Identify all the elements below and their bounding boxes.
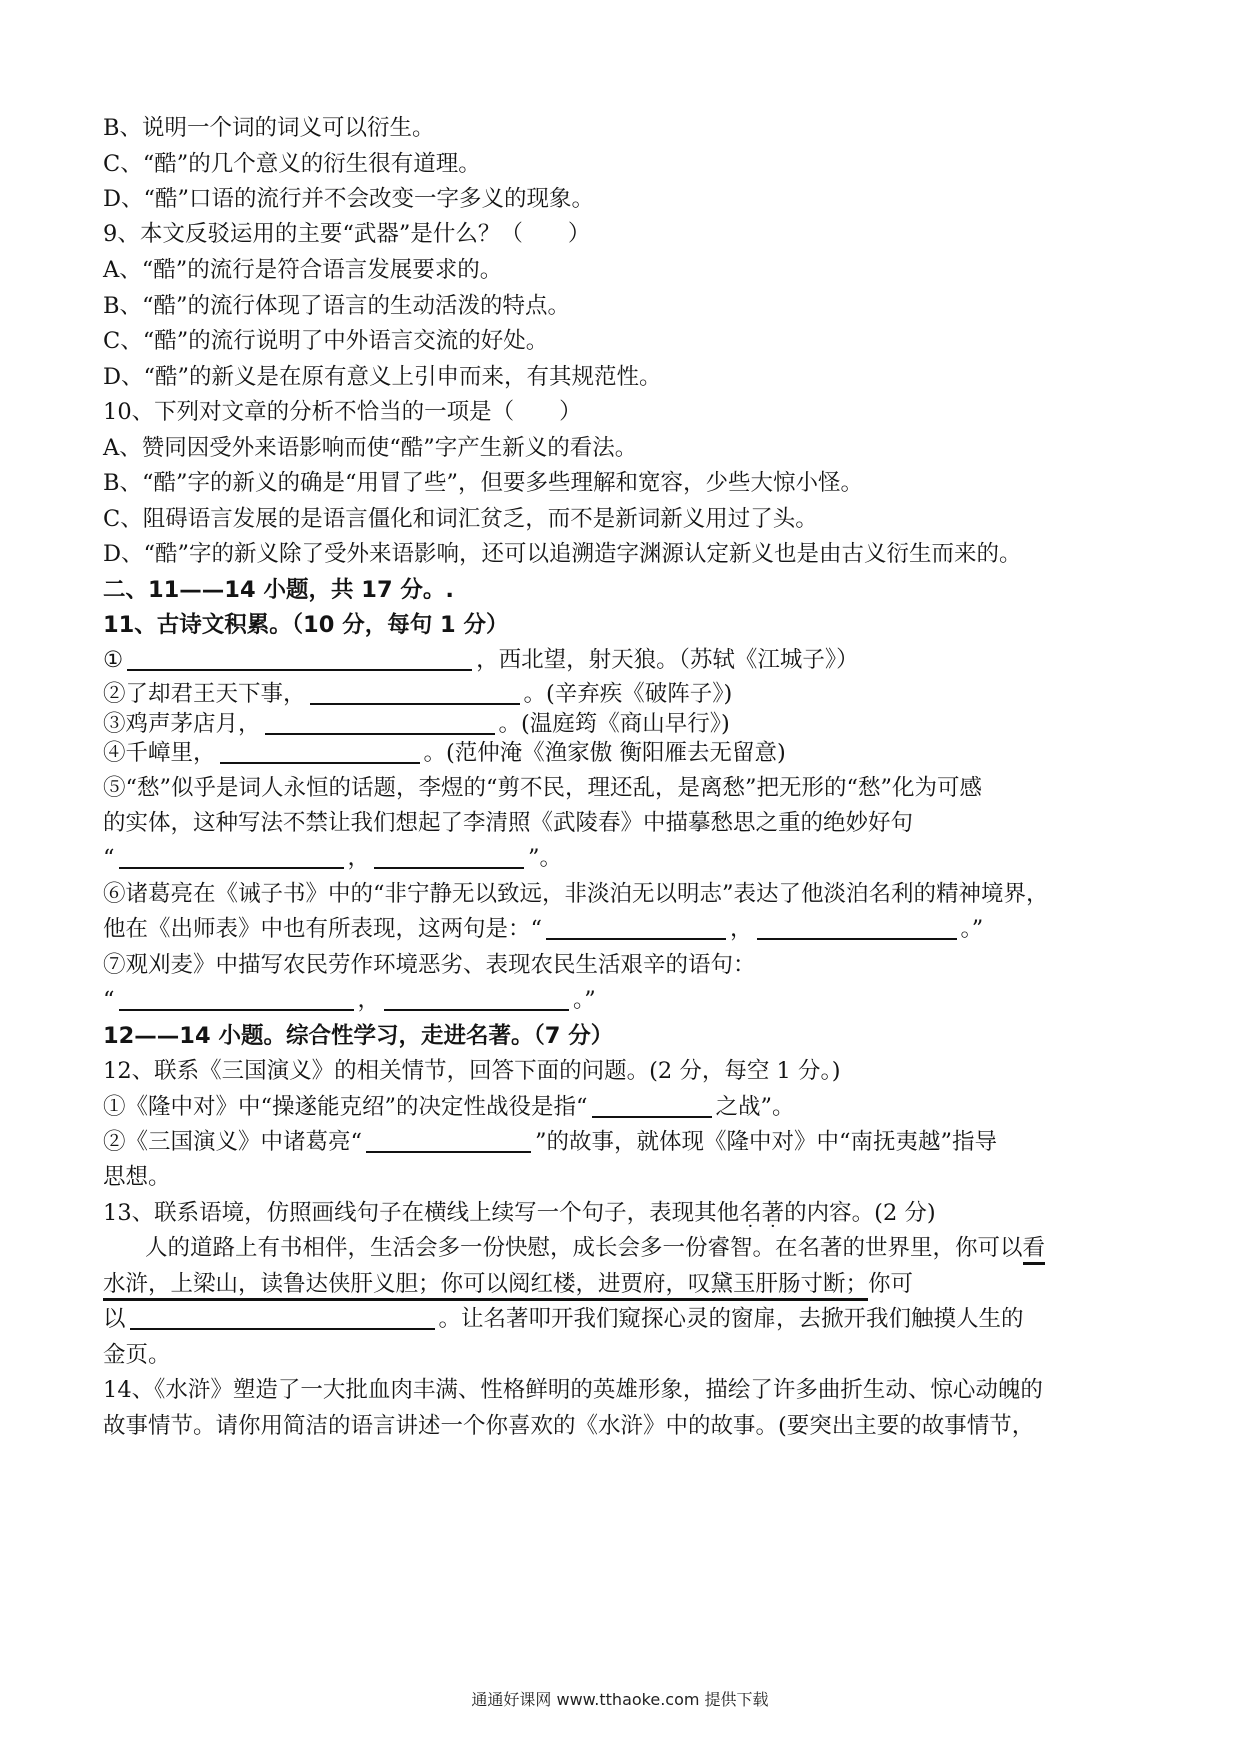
q10-option-c: C、阻碍语言发展的是语言僵化和词汇贫乏，而不是新词新义用过了头。 xyxy=(103,506,818,532)
emphasis-char: 名 xyxy=(739,1200,762,1226)
q13-passage-line-2 xyxy=(103,1269,913,1299)
answer-blank[interactable] xyxy=(374,843,524,869)
passage-text: 以 xyxy=(103,1306,126,1332)
q11-item-7-line-1: ⑦观刈麦》中描写农民劳作环境恶劣、表现农民生活艰辛的语句： xyxy=(103,952,756,978)
item-text: 之战”。 xyxy=(715,1094,795,1120)
q12-item-1 xyxy=(103,1092,795,1122)
q12-stem: 12、联系《三国演义》的相关情节，回答下面的问题。(2 分，每空 1 分。) xyxy=(103,1058,841,1084)
page-footer: 通通好课网 www.tthaoke.com 提供下载 xyxy=(471,1690,769,1709)
q11-item-2 xyxy=(103,679,732,709)
answer-blank[interactable] xyxy=(127,645,472,671)
q11-item-3 xyxy=(103,709,730,739)
q11-item-5-line-1: ⑤“愁”似乎是词人永恒的话题，李煜的“剪不民，理还乱，是离愁”把无形的“愁”化为可感 xyxy=(103,775,983,801)
answer-blank[interactable] xyxy=(366,1127,531,1153)
q10-option-a: A、赞同因受外来语影响而使“酷”字产生新义的看法。 xyxy=(103,435,638,461)
item-text: 他在《出师表》中也有所表现，这两句是：“ xyxy=(103,916,543,942)
q9-option-c: C、“酷”的流行说明了中外语言交流的好处。 xyxy=(103,328,549,354)
item-text: ①《隆中对》中“操遂能克绍”的决定性战役是指“ xyxy=(103,1094,588,1120)
q10-option-b: B、“酷”字的新义的确是“用冒了些”，但要多些理解和宽容，少些大惊小怪。 xyxy=(103,470,864,496)
q9-stem: 9、本文反驳运用的主要“武器”是什么？（ ） xyxy=(103,221,591,247)
answer-blank[interactable] xyxy=(546,914,726,940)
q14-stem-line-1: 14、《水浒》塑造了一大批血肉丰满、性格鲜明的英雄形象，描绘了许多曲折生动、惊心动魄的 xyxy=(103,1377,1043,1403)
item-text: 13、联系语境，仿照画线句子在横线上续写一个句子，表现其他 xyxy=(103,1200,740,1226)
q11-item-5-line-2: 的实体，这种写法不禁让我们想起了李清照《武陵春》中描摹愁思之重的绝妙好句 xyxy=(103,810,914,836)
q11-item-4 xyxy=(103,738,786,768)
item-text: 。(温庭筠《商山早行》) xyxy=(498,711,730,737)
q12-item-2 xyxy=(103,1127,997,1157)
q13-stem xyxy=(103,1198,936,1228)
answer-blank[interactable] xyxy=(119,985,354,1011)
item-text: ④千嶂里， xyxy=(103,740,216,766)
item-text: ③鸡声茅店月， xyxy=(103,711,261,737)
q11-heading: 11、古诗文积累。（10 分，每句 1 分） xyxy=(103,612,509,638)
q10-option-d: D、“酷”字的新义除了受外来语影响，还可以追溯造字渊源认定新义也是由古义衍生而来的。 xyxy=(103,541,1022,567)
q8-option-b: B、说明一个词的词义可以衍生。 xyxy=(103,115,435,141)
item-text: 。(辛弃疾《破阵子》) xyxy=(523,681,733,707)
q9-option-b: B、“酷”的流行体现了语言的生动活泼的特点。 xyxy=(103,293,571,319)
q13-passage-line-4: 金页。 xyxy=(103,1342,171,1368)
item-text: ，西北望，射天狼。（苏轼《江城子》） xyxy=(476,647,859,673)
section-3-heading: 12——14 小题。综合性学习，走进名著。（7 分） xyxy=(103,1023,614,1049)
q11-item-7-line-2 xyxy=(103,985,596,1015)
q8-option-c: C、“酷”的几个意义的衍生很有道理。 xyxy=(103,151,481,177)
item-text: 。(范仲淹《渔家傲 衡阳雁去无留意) xyxy=(423,740,786,766)
q13-passage-line-1 xyxy=(145,1233,1045,1263)
passage-text: 你可 xyxy=(868,1271,914,1297)
item-text: ”的故事，就体现《隆中对》中“南抚夷越”指导 xyxy=(535,1129,998,1155)
q12-item-2-cont: 思想。 xyxy=(103,1164,171,1190)
answer-blank[interactable] xyxy=(757,914,957,940)
comma: ， xyxy=(357,987,381,1013)
answer-blank[interactable] xyxy=(265,709,495,735)
item-text: ②《三国演义》中诸葛亮“ xyxy=(103,1129,363,1155)
q9-option-d: D、“酷”的新义是在原有意义上引申而来，有其规范性。 xyxy=(103,364,662,390)
answer-blank[interactable] xyxy=(220,738,420,764)
quote-open: “ xyxy=(103,987,115,1013)
q14-stem-line-2: 故事情节。请你用简洁的语言讲述一个你喜欢的《水浒》中的故事。(要突出主要的故事情节， xyxy=(103,1413,1035,1439)
answer-blank[interactable] xyxy=(119,843,344,869)
answer-blank[interactable] xyxy=(130,1304,435,1330)
answer-blank[interactable] xyxy=(384,985,569,1011)
quote-open: “ xyxy=(103,845,115,871)
underlined-text: 水浒，上梁山，读鲁达侠肝义胆；你可以阅红楼，进贾府，叹黛玉肝肠寸断； xyxy=(103,1271,868,1301)
passage-text: 。让名著叩开我们窥探心灵的窗扉，去掀开我们触摸人生的 xyxy=(438,1306,1024,1332)
q8-option-d: D、“酷”口语的流行并不会改变一字多义的现象。 xyxy=(103,186,595,212)
q11-item-5-line-3 xyxy=(103,843,562,873)
q9-option-a: A、“酷”的流行是符合语言发展要求的。 xyxy=(103,257,503,283)
passage-text: 人的道路上有书相伴，生活会多一份快慰，成长会多一份睿智。在名著的世界里，你可以 xyxy=(145,1235,1023,1261)
answer-blank[interactable] xyxy=(592,1092,712,1118)
item-text: 的内容。(2 分) xyxy=(784,1200,936,1226)
emphasis-char: 著 xyxy=(761,1200,785,1226)
q11-item-1 xyxy=(103,645,859,675)
quote-close: ”。 xyxy=(528,845,563,871)
item-number: ① xyxy=(103,647,124,673)
item-text: ②了却君王天下事， xyxy=(103,681,306,707)
q10-stem: 10、下列对文章的分析不恰当的一项是（ ） xyxy=(103,399,582,425)
q11-item-6-line-1: ⑥诸葛亮在《诫子书》中的“非宁静无以致远，非淡泊无以明志”表达了他淡泊名利的精神境界， xyxy=(103,881,1049,907)
quote-close: 。” xyxy=(960,916,984,942)
section-2-heading: 二、11——14 小题，共 17 分。. xyxy=(103,577,454,603)
quote-close: 。” xyxy=(573,987,596,1013)
answer-blank[interactable] xyxy=(310,679,520,705)
comma: ， xyxy=(347,845,371,871)
q13-passage-line-3 xyxy=(103,1304,1024,1334)
comma: ， xyxy=(730,916,753,942)
q11-item-6-line-2 xyxy=(103,914,983,944)
underlined-text: 看 xyxy=(1023,1235,1046,1265)
